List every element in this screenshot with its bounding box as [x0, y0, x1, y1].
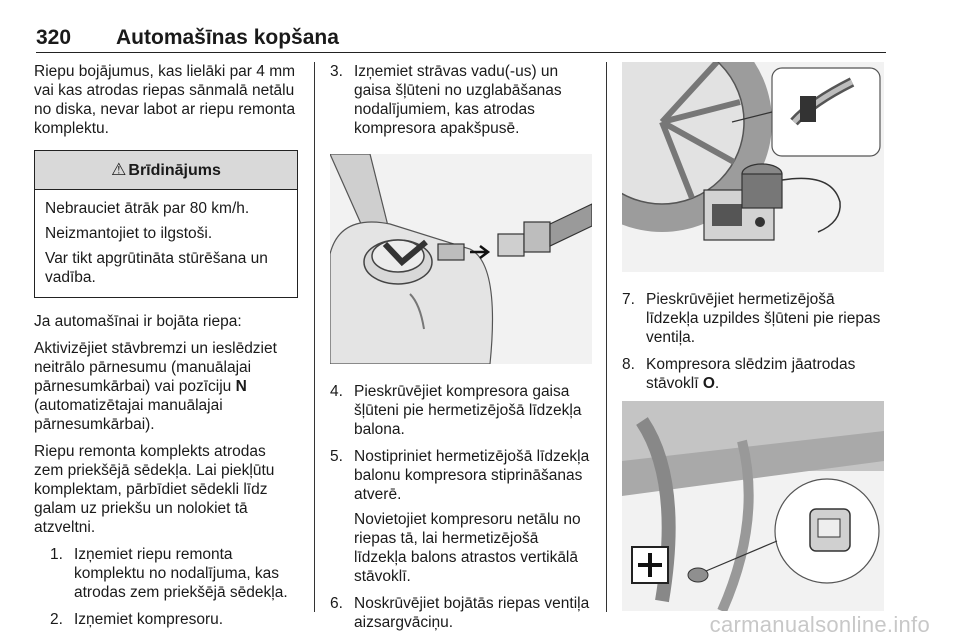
- damaged-tire-intro: Ja automašīnai ir bojāta riepa:: [34, 313, 242, 330]
- page-header: [36, 26, 886, 53]
- warning-box: [34, 150, 298, 298]
- steps-list-col1: [34, 545, 298, 629]
- warning-line: Nebrauciet ātrāk par 80 km/h.: [45, 200, 250, 217]
- gear-position-n: N: [235, 378, 247, 395]
- column-divider: [314, 62, 315, 612]
- column-2: [330, 62, 592, 640]
- list-item-step-3: 3. Izņemiet strāvas vadu(-us) un gaisa šļūteni no uzglabāšanas nodalījumiem, kas atrodas kompresora apakšpusē.: [330, 63, 562, 137]
- warning-line: Var tikt apgrūtināta stūrēšana un vadība.: [45, 250, 268, 286]
- list-item-step-1: 1. Izņemiet riepu remonta komplektu no nodalījuma, kas atrodas zem priekšējā sēdekļa.: [50, 546, 288, 601]
- column-3: [622, 62, 886, 611]
- column-divider: [606, 62, 607, 612]
- compressor-switch-illustration: [622, 401, 884, 611]
- list-item-step-8: 8. Kompresora slēdzim jāatrodas stāvoklī O.: [622, 356, 856, 392]
- tire-compressor-illustration: [622, 62, 884, 272]
- compressor-hose-illustration: [330, 154, 592, 364]
- warning-line: Neizmantojiet to ilgstoši.: [45, 225, 213, 242]
- page-number: 320: [36, 26, 72, 49]
- list-item-step-2: 2. Izņemiet kompresoru.: [50, 611, 224, 628]
- warning-body: [35, 190, 297, 297]
- steps-list-col3: [622, 290, 886, 393]
- watermark: carmanualsonline.info: [709, 612, 930, 637]
- section-title: Automašīnas kopšana: [116, 26, 339, 49]
- intro-paragraph: Riepu bojājumus, kas lielāki par 4 mm vai kas atrodas riepas sānmalā netālu no diska, nevar labot ar riepu remonta komplektu.: [34, 63, 296, 137]
- warning-icon: ⚠: [111, 160, 127, 179]
- list-item-step-6: 6. Noskrūvējiet bojātās riepas ventiļa aizsargvāciņu.: [330, 595, 590, 631]
- steps-list-col2-b: [330, 382, 592, 632]
- steps-list-col2-a: [330, 62, 592, 138]
- kit-location-paragraph: Riepu remonta komplekts atrodas zem priekšējā sēdekļa. Lai piekļūtu komplektam, pārbīdiet sēdekli līdz galam uz priekšu un nolokiet tā atzveltni.: [34, 443, 275, 536]
- list-item-step-5: 5. Nostipriniet hermetizējošā līdzekļa balonu kompresora stiprināšanas atverē. Novietojiet kompresoru netālu no riepas tā, lai hermetizējošā līdzekļa balons atrastos vertikālā stāvoklī.: [330, 447, 592, 586]
- warning-title: Brīdinājums: [128, 162, 221, 179]
- switch-position-o: O: [702, 375, 715, 392]
- step-5-note: Novietojiet kompresoru netālu no riepas tā, lai hermetizējošā līdzekļa balons atrastos vertikālā stāvoklī.: [354, 511, 581, 585]
- parking-brake-paragraph: Aktivizējiet stāvbremzi un ieslēdziet neitrālo pārnesumu (manuālajai pārnesumkārbai) vai pozīciju N (automatizētajai manuālajai pārnesumkārbai).: [34, 340, 277, 433]
- list-item-step-7: 7. Pieskrūvējiet hermetizējošā līdzekļa uzpildes šļūteni pie riepas ventiļa.: [622, 291, 881, 346]
- list-item-step-4: 4. Pieskrūvējiet kompresora gaisa šļūteni pie hermetizējošā līdzekļa balona.: [330, 383, 582, 438]
- column-1: [34, 62, 298, 637]
- warning-header: [35, 151, 297, 190]
